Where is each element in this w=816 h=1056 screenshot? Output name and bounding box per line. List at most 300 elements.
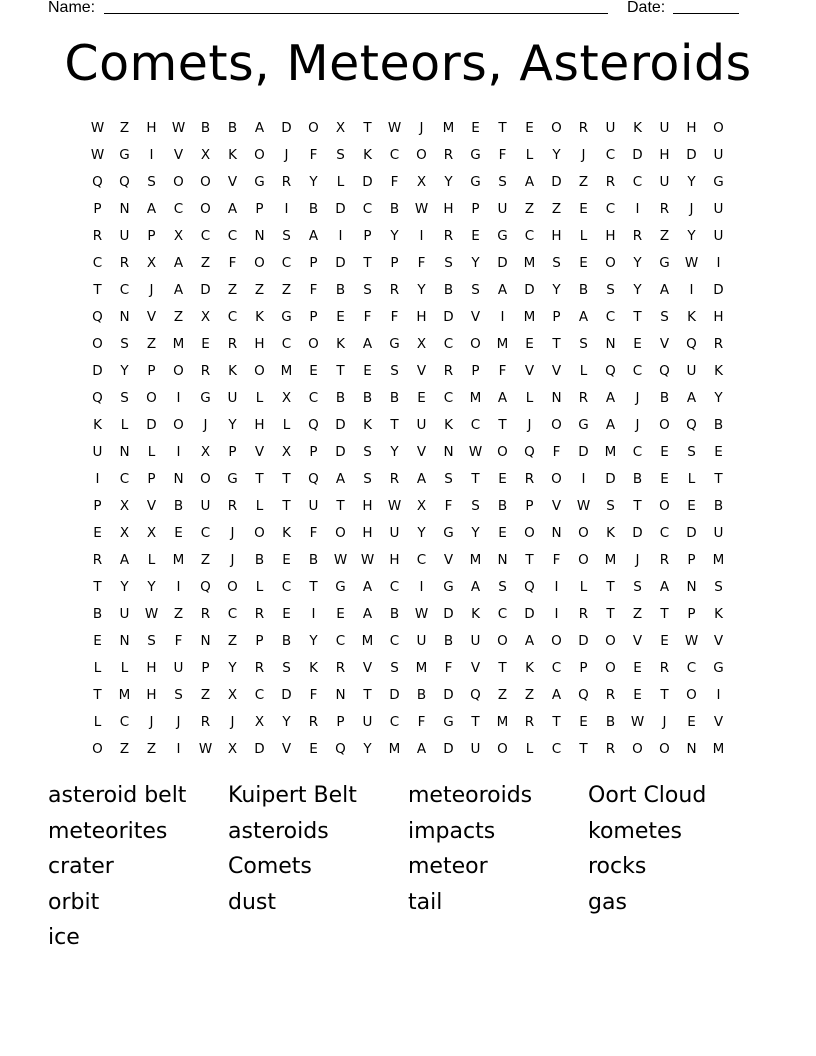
grid-letter: Z <box>173 605 184 622</box>
grid-letter: P <box>255 632 264 649</box>
grid-letter: I <box>419 227 424 244</box>
grid-letter: G <box>119 146 130 163</box>
grid-letter: A <box>578 308 589 325</box>
grid-letter: U <box>416 416 427 433</box>
grid-letter: I <box>338 227 343 244</box>
grid-letter: C <box>470 416 481 433</box>
grid-letter: G <box>470 173 481 190</box>
grid-letter: O <box>578 524 589 541</box>
grid-letter: Y <box>228 659 237 676</box>
grid-letter: F <box>390 308 399 325</box>
grid-letter: U <box>92 443 103 460</box>
grid-letter: B <box>200 119 211 136</box>
grid-letter: J <box>176 713 181 730</box>
grid-letter: F <box>228 254 237 271</box>
grid-letter: B <box>254 551 265 568</box>
grid-letter: S <box>498 173 507 190</box>
grid-letter: V <box>146 497 157 514</box>
grid-letter: T <box>660 686 669 703</box>
grid-letter: C <box>389 578 400 595</box>
grid-letter: C <box>416 551 427 568</box>
grid-letter: P <box>147 227 156 244</box>
grid-letter: W <box>387 119 402 136</box>
grid-letter: E <box>660 443 669 460</box>
grid-letter: Y <box>390 443 399 460</box>
grid-letter: T <box>390 416 399 433</box>
grid-letter: T <box>606 578 615 595</box>
grid-letter: A <box>659 281 670 298</box>
grid-letter: H <box>146 686 157 703</box>
grid-letter: F <box>309 686 318 703</box>
grid-letter: B <box>389 605 400 622</box>
grid-letter: X <box>146 254 157 271</box>
grid-letter: A <box>497 281 508 298</box>
grid-letter: F <box>498 146 507 163</box>
grid-letter: R <box>524 713 535 730</box>
grid-letter: G <box>443 713 454 730</box>
grid-letter: L <box>93 713 102 730</box>
grid-letter: O <box>497 443 508 460</box>
grid-letter: E <box>336 308 345 325</box>
grid-letter: S <box>552 254 561 271</box>
grid-letter: V <box>524 362 535 379</box>
grid-letter: C <box>605 200 616 217</box>
grid-letter: R <box>200 362 211 379</box>
grid-letter: S <box>363 281 372 298</box>
grid-letter: A <box>605 389 616 406</box>
grid-letter: K <box>363 146 372 163</box>
grid-letter: O <box>335 524 346 541</box>
grid-letter: W <box>414 200 429 217</box>
grid-letter: P <box>471 362 480 379</box>
grid-letter: U <box>713 227 724 244</box>
grid-letter: R <box>443 362 454 379</box>
grid-letter: S <box>336 146 345 163</box>
grid-letter: N <box>254 227 265 244</box>
grid-letter: Y <box>309 173 318 190</box>
grid-letter: K <box>444 416 453 433</box>
grid-letter: Y <box>633 254 642 271</box>
grid-letter: J <box>689 200 694 217</box>
grid-letter: J <box>527 416 532 433</box>
grid-letter: S <box>147 173 156 190</box>
grid-letter: U <box>173 659 184 676</box>
grid-letter: G <box>578 416 589 433</box>
grid-letter: C <box>281 578 292 595</box>
grid-letter: R <box>119 254 130 271</box>
grid-letter: Y <box>552 281 561 298</box>
grid-letter: F <box>390 173 399 190</box>
grid-letter: P <box>255 200 264 217</box>
grid-letter: M <box>172 335 185 352</box>
grid-letter: M <box>415 659 428 676</box>
grid-letter: T <box>633 308 642 325</box>
grid-letter: A <box>524 173 535 190</box>
grid-letter: R <box>308 713 319 730</box>
grid-letter: U <box>416 632 427 649</box>
word-list-item: meteorites <box>48 818 168 844</box>
grid-letter: Y <box>120 362 129 379</box>
grid-letter: Z <box>551 200 562 217</box>
grid-letter: V <box>551 497 562 514</box>
grid-letter: H <box>551 227 562 244</box>
grid-letter: D <box>335 254 346 271</box>
grid-letter: T <box>498 119 507 136</box>
grid-letter: E <box>633 686 642 703</box>
grid-letter: L <box>579 578 588 595</box>
grid-letter: C <box>686 659 697 676</box>
grid-letter: Z <box>524 200 535 217</box>
grid-letter: G <box>713 173 724 190</box>
grid-letter: S <box>498 578 507 595</box>
grid-letter: S <box>390 362 399 379</box>
grid-letter: I <box>554 605 559 622</box>
grid-letter: P <box>147 470 156 487</box>
grid-letter: Z <box>146 740 157 757</box>
grid-letter: E <box>579 254 588 271</box>
grid-letter: E <box>660 470 669 487</box>
grid-letter: O <box>551 119 562 136</box>
grid-letter: W <box>468 443 483 460</box>
grid-letter: I <box>581 470 586 487</box>
grid-letter: M <box>496 335 509 352</box>
grid-letter: U <box>308 497 319 514</box>
grid-letter: C <box>443 389 454 406</box>
grid-letter: M <box>361 632 374 649</box>
grid-letter: E <box>282 551 291 568</box>
grid-letter: S <box>471 497 480 514</box>
grid-letter: U <box>119 227 130 244</box>
grid-letter: B <box>659 389 670 406</box>
grid-letter: B <box>227 119 238 136</box>
grid-letter: B <box>389 389 400 406</box>
grid-letter: L <box>579 227 588 244</box>
grid-letter: Q <box>92 389 103 406</box>
grid-letter: C <box>308 389 319 406</box>
grid-letter: A <box>416 740 427 757</box>
grid-letter: R <box>659 200 670 217</box>
grid-letter: C <box>443 335 454 352</box>
grid-letter: A <box>227 200 238 217</box>
grid-letter: W <box>414 605 429 622</box>
grid-letter: J <box>635 551 640 568</box>
grid-letter: D <box>281 686 292 703</box>
grid-letter: U <box>713 146 724 163</box>
name-label: Name: <box>48 0 96 16</box>
grid-letter: D <box>200 281 211 298</box>
grid-letter: R <box>578 389 589 406</box>
grid-letter: Z <box>173 308 184 325</box>
grid-letter: I <box>95 470 100 487</box>
grid-letter: H <box>254 416 265 433</box>
grid-letter: C <box>119 281 130 298</box>
grid-letter: N <box>119 200 130 217</box>
grid-letter: P <box>309 254 318 271</box>
grid-letter: Q <box>92 308 103 325</box>
grid-letter: E <box>309 362 318 379</box>
grid-letter: R <box>605 686 616 703</box>
grid-letter: L <box>525 146 534 163</box>
grid-letter: O <box>92 335 103 352</box>
grid-letter: E <box>660 632 669 649</box>
grid-letter: I <box>176 740 181 757</box>
grid-letter: U <box>200 497 211 514</box>
grid-letter: O <box>200 470 211 487</box>
grid-letter: E <box>525 119 534 136</box>
grid-letter: V <box>659 335 670 352</box>
grid-letter: C <box>605 308 616 325</box>
grid-letter: X <box>173 227 184 244</box>
grid-letter: P <box>93 497 102 514</box>
grid-letter: B <box>362 389 373 406</box>
grid-letter: Z <box>227 281 238 298</box>
word-list-item: meteoroids <box>408 783 533 808</box>
grid-letter: B <box>389 200 400 217</box>
grid-letter: D <box>254 740 265 757</box>
grid-letter: S <box>120 389 129 406</box>
grid-letter: G <box>227 470 238 487</box>
grid-letter: T <box>363 254 372 271</box>
word-list-item: asteroids <box>228 818 329 844</box>
grid-letter: F <box>174 632 183 649</box>
grid-letter: O <box>578 551 589 568</box>
grid-letter: F <box>363 308 372 325</box>
grid-letter: K <box>228 362 237 379</box>
grid-letter: E <box>471 119 480 136</box>
grid-letter: B <box>713 416 724 433</box>
grid-letter: X <box>119 524 130 541</box>
word-list-item: meteor <box>408 854 488 879</box>
grid-letter: Z <box>524 686 535 703</box>
grid-letter: F <box>444 659 453 676</box>
grid-letter: J <box>662 713 667 730</box>
grid-letter: E <box>498 524 507 541</box>
grid-letter: K <box>228 146 237 163</box>
grid-letter: E <box>417 389 426 406</box>
grid-letter: I <box>554 578 559 595</box>
grid-letter: C <box>362 200 373 217</box>
grid-letter: D <box>605 470 616 487</box>
grid-letter: D <box>443 308 454 325</box>
grid-letter: I <box>716 254 721 271</box>
grid-letter: C <box>389 713 400 730</box>
grid-letter: G <box>254 173 265 190</box>
grid-letter: B <box>281 632 292 649</box>
grid-letter: U <box>470 740 481 757</box>
grid-letter: R <box>92 551 103 568</box>
grid-letter: F <box>309 281 318 298</box>
date-blank-line[interactable] <box>673 13 739 14</box>
grid-letter: O <box>227 578 238 595</box>
grid-letter: O <box>200 200 211 217</box>
grid-letter: D <box>713 281 724 298</box>
grid-letter: K <box>93 416 102 433</box>
grid-letter: X <box>227 686 238 703</box>
grid-letter: V <box>416 443 427 460</box>
grid-letter: M <box>118 686 131 703</box>
grid-letter: U <box>659 119 670 136</box>
grid-letter: X <box>254 713 265 730</box>
word-list-item: rocks <box>588 854 647 879</box>
grid-letter: R <box>659 551 670 568</box>
grid-letter: P <box>201 659 210 676</box>
grid-letter: U <box>713 200 724 217</box>
grid-letter: V <box>551 362 562 379</box>
grid-letter: Y <box>147 578 156 595</box>
grid-letter: T <box>471 470 480 487</box>
grid-letter: Y <box>282 713 291 730</box>
grid-letter: R <box>713 335 724 352</box>
grid-letter: W <box>387 497 402 514</box>
grid-letter: O <box>308 335 319 352</box>
grid-letter: N <box>686 740 697 757</box>
grid-letter: D <box>524 281 535 298</box>
grid-letter: Q <box>308 416 319 433</box>
grid-letter: O <box>173 362 184 379</box>
grid-letter: K <box>309 659 318 676</box>
grid-letter: O <box>92 740 103 757</box>
grid-letter: X <box>200 146 211 163</box>
grid-letter: H <box>389 551 400 568</box>
grid-letter: C <box>200 227 211 244</box>
grid-letter: C <box>227 605 238 622</box>
grid-letter: Z <box>200 686 211 703</box>
grid-letter: G <box>443 524 454 541</box>
grid-letter: Q <box>686 335 697 352</box>
grid-letter: T <box>255 470 264 487</box>
grid-letter: I <box>176 578 181 595</box>
grid-letter: V <box>470 659 481 676</box>
grid-letter: X <box>416 497 427 514</box>
grid-letter: H <box>254 335 265 352</box>
grid-letter: G <box>713 659 724 676</box>
grid-letter: Z <box>200 551 211 568</box>
grid-letter: D <box>578 443 589 460</box>
grid-letter: O <box>254 254 265 271</box>
grid-letter: O <box>416 146 427 163</box>
grid-letter: M <box>172 551 185 568</box>
grid-letter: C <box>632 362 643 379</box>
grid-letter: D <box>92 362 103 379</box>
grid-letter: U <box>227 389 238 406</box>
grid-letter: P <box>687 605 696 622</box>
grid-letter: T <box>498 659 507 676</box>
grid-letter: C <box>605 146 616 163</box>
grid-letter: D <box>443 605 454 622</box>
word-list-item: dust <box>228 889 276 915</box>
grid-letter: G <box>335 578 346 595</box>
grid-letter: B <box>605 713 616 730</box>
grid-letter: S <box>147 632 156 649</box>
grid-letter: R <box>92 227 103 244</box>
grid-letter: K <box>255 308 264 325</box>
grid-letter: A <box>254 119 265 136</box>
grid-letter: O <box>254 524 265 541</box>
grid-letter: M <box>496 713 509 730</box>
grid-letter: O <box>254 146 265 163</box>
grid-letter: Q <box>119 173 130 190</box>
grid-letter: B <box>308 551 319 568</box>
grid-letter: F <box>552 443 561 460</box>
grid-letter: S <box>363 470 372 487</box>
grid-letter: M <box>469 389 482 406</box>
grid-letter: O <box>308 119 319 136</box>
date-label: Date: <box>627 0 666 16</box>
grid-letter: X <box>416 173 427 190</box>
grid-letter: L <box>120 659 129 676</box>
grid-letter: T <box>660 605 669 622</box>
grid-letter: Y <box>120 578 129 595</box>
grid-letter: Y <box>228 416 237 433</box>
grid-letter: R <box>578 119 589 136</box>
grid-letter: J <box>581 146 586 163</box>
grid-letter: Z <box>497 686 508 703</box>
grid-letter: M <box>388 740 401 757</box>
grid-letter: A <box>119 551 130 568</box>
grid-letter: B <box>92 605 103 622</box>
grid-letter: M <box>604 443 617 460</box>
grid-letter: R <box>227 335 238 352</box>
grid-letter: S <box>120 335 129 352</box>
grid-letter: K <box>282 524 291 541</box>
grid-letter: G <box>443 578 454 595</box>
grid-letter: A <box>470 578 481 595</box>
grid-letter: S <box>282 227 291 244</box>
grid-letter: A <box>146 200 157 217</box>
grid-letter: J <box>284 146 289 163</box>
grid-letter: E <box>93 524 102 541</box>
grid-letter: V <box>173 146 184 163</box>
grid-letter: R <box>254 605 265 622</box>
grid-letter: U <box>605 119 616 136</box>
grid-letter: N <box>551 524 562 541</box>
grid-letter: Q <box>92 173 103 190</box>
grid-letter: D <box>686 146 697 163</box>
grid-letter: P <box>309 443 318 460</box>
grid-letter: O <box>632 740 643 757</box>
grid-letter: V <box>443 551 454 568</box>
grid-letter: C <box>281 335 292 352</box>
grid-letter: L <box>687 470 696 487</box>
grid-letter: E <box>93 632 102 649</box>
grid-letter: J <box>635 416 640 433</box>
grid-letter: Q <box>308 470 319 487</box>
grid-letter: W <box>684 254 699 271</box>
grid-letter: O <box>551 470 562 487</box>
grid-letter: P <box>147 362 156 379</box>
grid-letter: L <box>579 362 588 379</box>
grid-letter: M <box>604 551 617 568</box>
word-list-item: asteroid belt <box>48 783 187 808</box>
name-blank-line[interactable] <box>104 13 608 14</box>
grid-letter: D <box>686 524 697 541</box>
grid-letter: C <box>551 659 562 676</box>
grid-letter: B <box>416 686 427 703</box>
grid-letter: A <box>173 281 184 298</box>
grid-letter: P <box>228 443 237 460</box>
grid-letter: A <box>605 416 616 433</box>
grid-letter: X <box>227 740 238 757</box>
grid-letter: H <box>659 146 670 163</box>
grid-letter: F <box>309 524 318 541</box>
grid-letter: L <box>255 389 264 406</box>
grid-letter: S <box>444 470 453 487</box>
grid-letter: D <box>632 524 643 541</box>
grid-letter: G <box>281 308 292 325</box>
grid-letter: Y <box>714 389 723 406</box>
grid-letter: U <box>362 713 373 730</box>
grid-letter: V <box>713 632 724 649</box>
